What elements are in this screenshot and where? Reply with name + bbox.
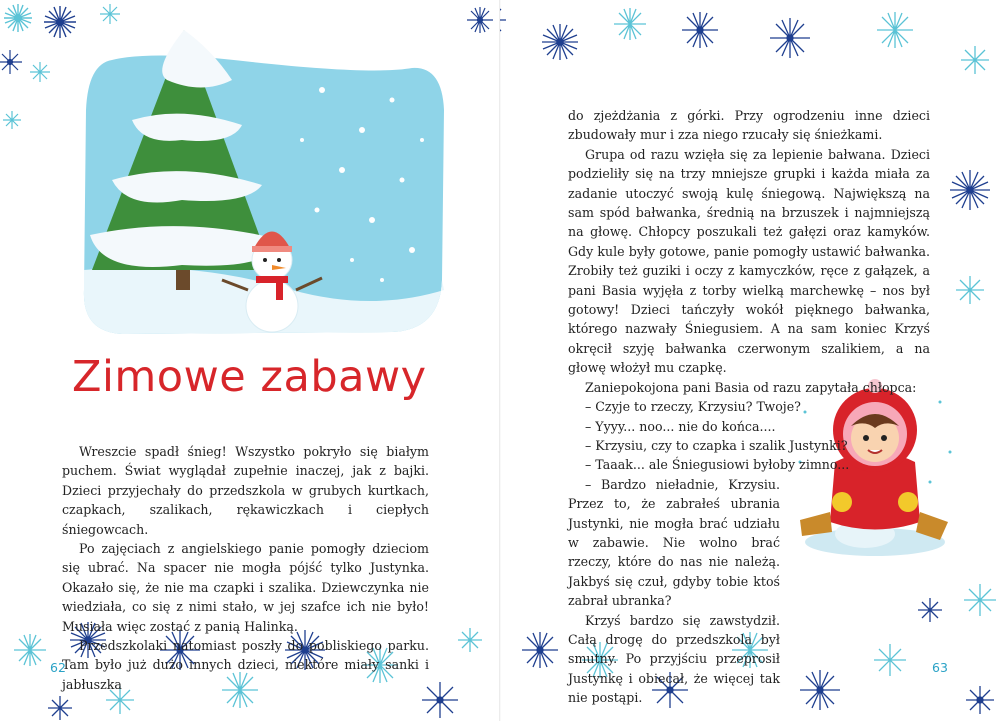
paragraph: do zjeżdżania z górki. Przy ogrodzeniu inne dzieci zbudowały mur i zza niego rzucały się śnieżkami. xyxy=(568,108,930,143)
paragraph: Zaniepokojona pani Basia od razu zapytała chłopca: xyxy=(585,379,917,395)
paragraph: Krzyś bardzo się zawstydził. Całą drogę do przedszkola był smutny. Po przyjściu przeprosił Justynkę i obiecał, że więcej tak nie postąpi. xyxy=(568,612,780,706)
right-page xyxy=(500,0,1000,721)
dialog-line: – Taaak... ale Śniegusiowi byłoby zimno... xyxy=(585,457,850,473)
paragraph: Wreszcie spadł śnieg! Wszystko pokryło się białym puchem. Świat wyglądał zupełnie inaczej, jak z bajki. Dzieci przyjechały do przedszkola w grubych kurtkach, czapkach, szalikach, rękawiczkach i ciepłych śniegowcach. xyxy=(62,444,429,537)
dialog-lines xyxy=(568,397,930,475)
chapter-title: Zimowe zabawy xyxy=(72,352,427,402)
paragraph: – Bardzo nieładnie, Krzysiu. Przez to, że zabrałeś ubrania Justynki, nie mogła brać udziału w zabawie. Nie wolno brać rzeczy, które do nas nie należą. Jakbyś się czuł, gdyby tobie ktoś zabrał ubranka? xyxy=(568,476,780,609)
paragraph: Grupa od razu wzięła się za lepienie bałwana. Dzieci podzieliły się na trzy mniejsze grupki i każda miała za zadanie utoczyć swoją kulę śniegową. Największą na sam spód bałwanka, średnią na brzuszek i najmniejszą na głowę. Chłopcy poszukali też gałęzi oraz kamyków. Gdy kule były gotowe, panie pomogły ustawić bałwanka. Zrobiły też guziki i oczy z kamyczków, ręce z gałązek, a pani Basia wyjęła z torby wielką marchewkę – nos był gotowy! Dzieci tańczyły wokół pięknego bałwanka, którego nazwały Śniegusiem. A na sam koniec Krzyś okręcił szyję bałwanka czerwonym szalikiem, a na głowę włożył mu czapkę. xyxy=(568,146,930,376)
left-page-text xyxy=(62,442,429,694)
snowflake-icon xyxy=(4,4,32,32)
narrow-text-block xyxy=(568,475,780,708)
paragraph: Przedszkolaki natomiast poszły do pobliskiego parku. Tam było już dużo innych dzieci, niektóre miały sanki i jabłuszka xyxy=(62,638,429,692)
paragraph: Po zajęciach z angielskiego panie pomogły dzieciom się ubrać. Na spacer nie mogła pójść tylko Justynka. Okazało się, że nie ma czapki i szalika. Dziewczynka nie wiedziała, co się z nimi stało, w jej szafce ich nie było! Musiała więc zostać z panią Halinką. xyxy=(62,541,429,634)
right-page-text xyxy=(568,106,930,708)
page-number-right: 63 xyxy=(932,660,948,675)
page-number-left: 62 xyxy=(50,660,66,675)
winter-tree-snowman-illustration xyxy=(72,20,448,342)
dialog-line: – Czyje to rzeczy, Krzysiu? Twoje? xyxy=(585,399,801,415)
dialog-line: – Yyyy... noo... nie do końca.... xyxy=(585,418,776,434)
dialog-line: – Krzysiu, czy to czapka i szalik Justynki? xyxy=(585,437,848,453)
